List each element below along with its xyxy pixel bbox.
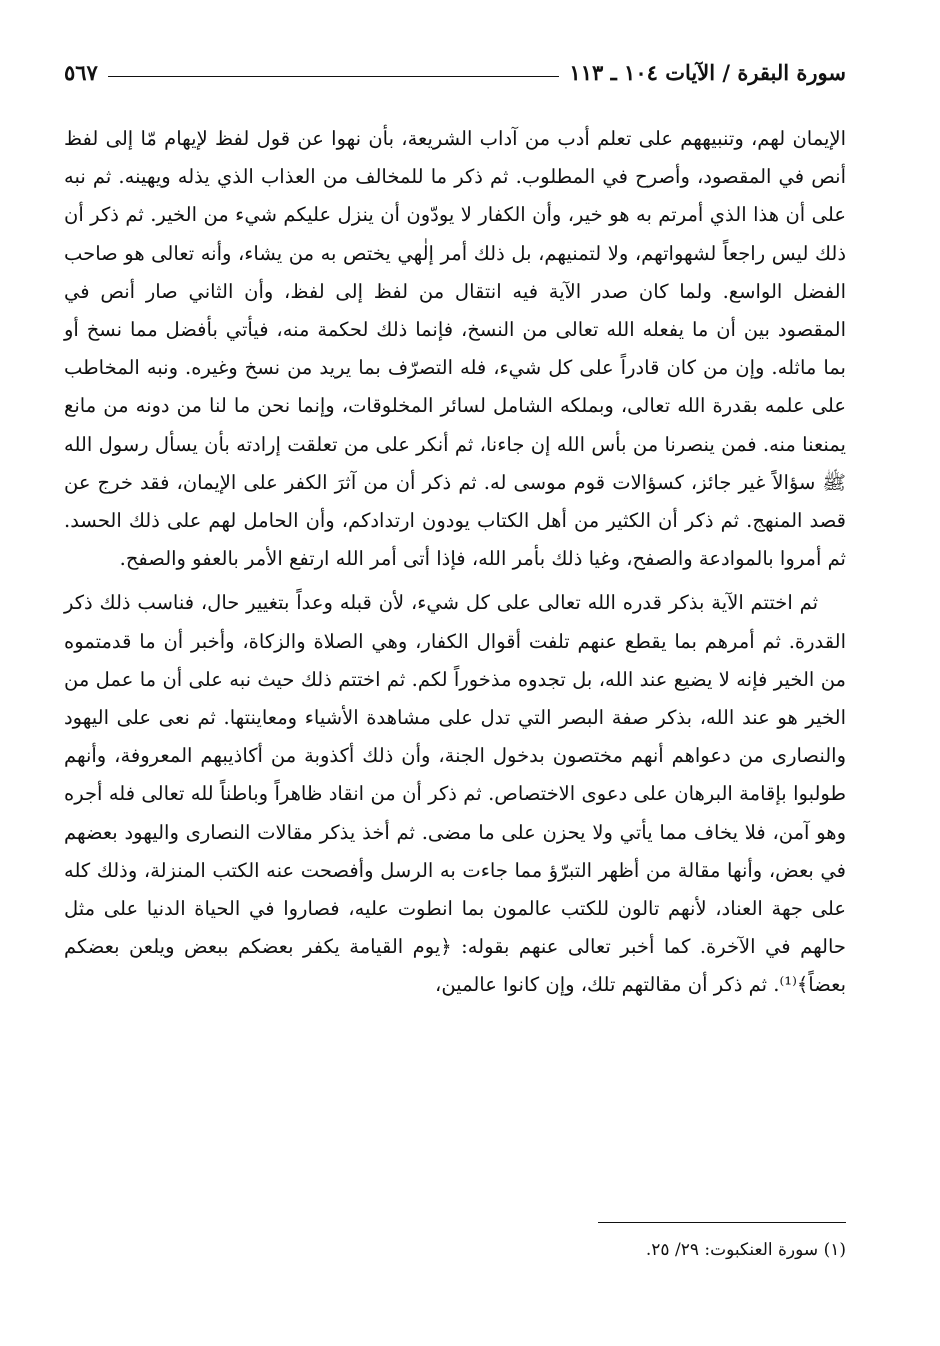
footnote: (١) سورة العنكبوت: ٢٩/ ٢٥.	[645, 1240, 846, 1260]
header-rule	[108, 76, 560, 77]
body-text	[64, 120, 846, 1005]
page-header	[64, 52, 846, 92]
paragraph-1: الإيمان لهم، وتنبيههم على تعلم أدب من آداب الشريعة، بأن نهوا عن قول لفظ لإيهام مّا إلى لفظ أنص في المقصود، وأصرح في المطلوب. ثم ذكر ما للمخالف من العذاب الذي يذله ويهينه. ثم نبه على أن هذا الذي أمرتم به هو خير، وأن الكفار لا يودّون أن ينزل عليكم شيء من الخير. ثم ذكر أن ذلك ليس راجعاً لشهواتهم، ولا لتمنيهم، بل ذلك أمر إلٰهي يختص به من يشاء، وأنه تعالى هو صاحب الفضل الواسع. ولما كان صدر الآية فيه انتقال من لفظ إلى لفظ، وأن الثاني صار أنص في المقصود بين أن ما يفعله الله تعالى من النسخ، فإنما ذلك لحكمة منه، فيأتي بأفضل مما نسخ أو بما ماثله. وإن من كان قادراً على كل شيء، فله التصرّف بما يريد من نسخ وغيره. ونبه المخاطب على علمه بقدرة الله تعالى، وبملكه الشامل لسائر المخلوقات، وإنما نحن ما لنا من دونه من مانع يمنعنا منه. فمن ينصرنا من بأس الله إن جاءنا، ثم أنكر على من تعلقت إرادته بأن يسأل رسول الله ﷺ سؤالاً غير جائز، كسؤالات قوم موسى له. ثم ذكر أن من آثرَ الكفر على الإيمان، فقد خرج عن قصد المنهج. ثم ذكر أن الكثير من أهل الكتاب يودون ارتدادكم، وأن الحامل لهم على ذلك الحسد. ثم أمروا بالموادعة والصفح، وغيا ذلك بأمر الله، فإذا أتى أمر الله ارتفع الأمر بالعفو والصفح.	[64, 127, 846, 571]
footnote-separator	[598, 1222, 846, 1223]
paragraph-2: ثم اختتم الآية بذكر قدره الله تعالى على كل شيء، لأن قبله وعداً بتغيير حال، فناسب ذلك ذكر القدرة. ثم أمرهم بما يقطع عنهم تلفت أقوال الكفار، وهي الصلاة والزكاة، وأخبر أن ما قدمتموه من الخير فإنه لا يضيع عند الله، بل تجدوه مذخوراً لكم. ثم اختتم ذلك حيث نبه على أن ما عمل من الخير هو عند الله، بذكر صفة البصر التي تدل على مشاهدة الأشياء ومعاينتها. ثم نعى على اليهود والنصارى من دعواهم أنهم مختصون بدخول الجنة، وأن ذلك أكذوبة من أكاذيبهم المعروفة، وأنهم طولبوا بإقامة البرهان على دعوى الاختصاص. ثم ذكر أن من انقاد ظاهراً وباطناً لله تعالى فله أجره وهو آمن، فلا يخاف مما يأتي ولا يحزن على ما مضى. ثم أخذ يذكر مقالات النصارى واليهود بعضهم في بعض، وأنها مقالة من أظهر التبرّؤ مما جاءت به الرسل وأفصحت عنه الكتب المنزلة، وذلك كله على جهة العناد، لأنهم تالون للكتب عالمون بما انطوت عليه، فصاروا في الحياة الدنيا على مثل حالهم في الآخرة. كما أخبر تعالى عنهم بقوله: ﴿يوم القيامة يكفر بعضكم ببعض ويلعن بعضكم بعضاً﴾⁽¹⁾. ثم ذكر أن مقالتهم تلك، وإن كانوا عالمين،	[64, 591, 846, 997]
page-number: ٥٦٧	[64, 59, 98, 85]
running-title: سورة البقرة / الآيات ١٠٤ ـ ١١٣	[569, 59, 846, 85]
